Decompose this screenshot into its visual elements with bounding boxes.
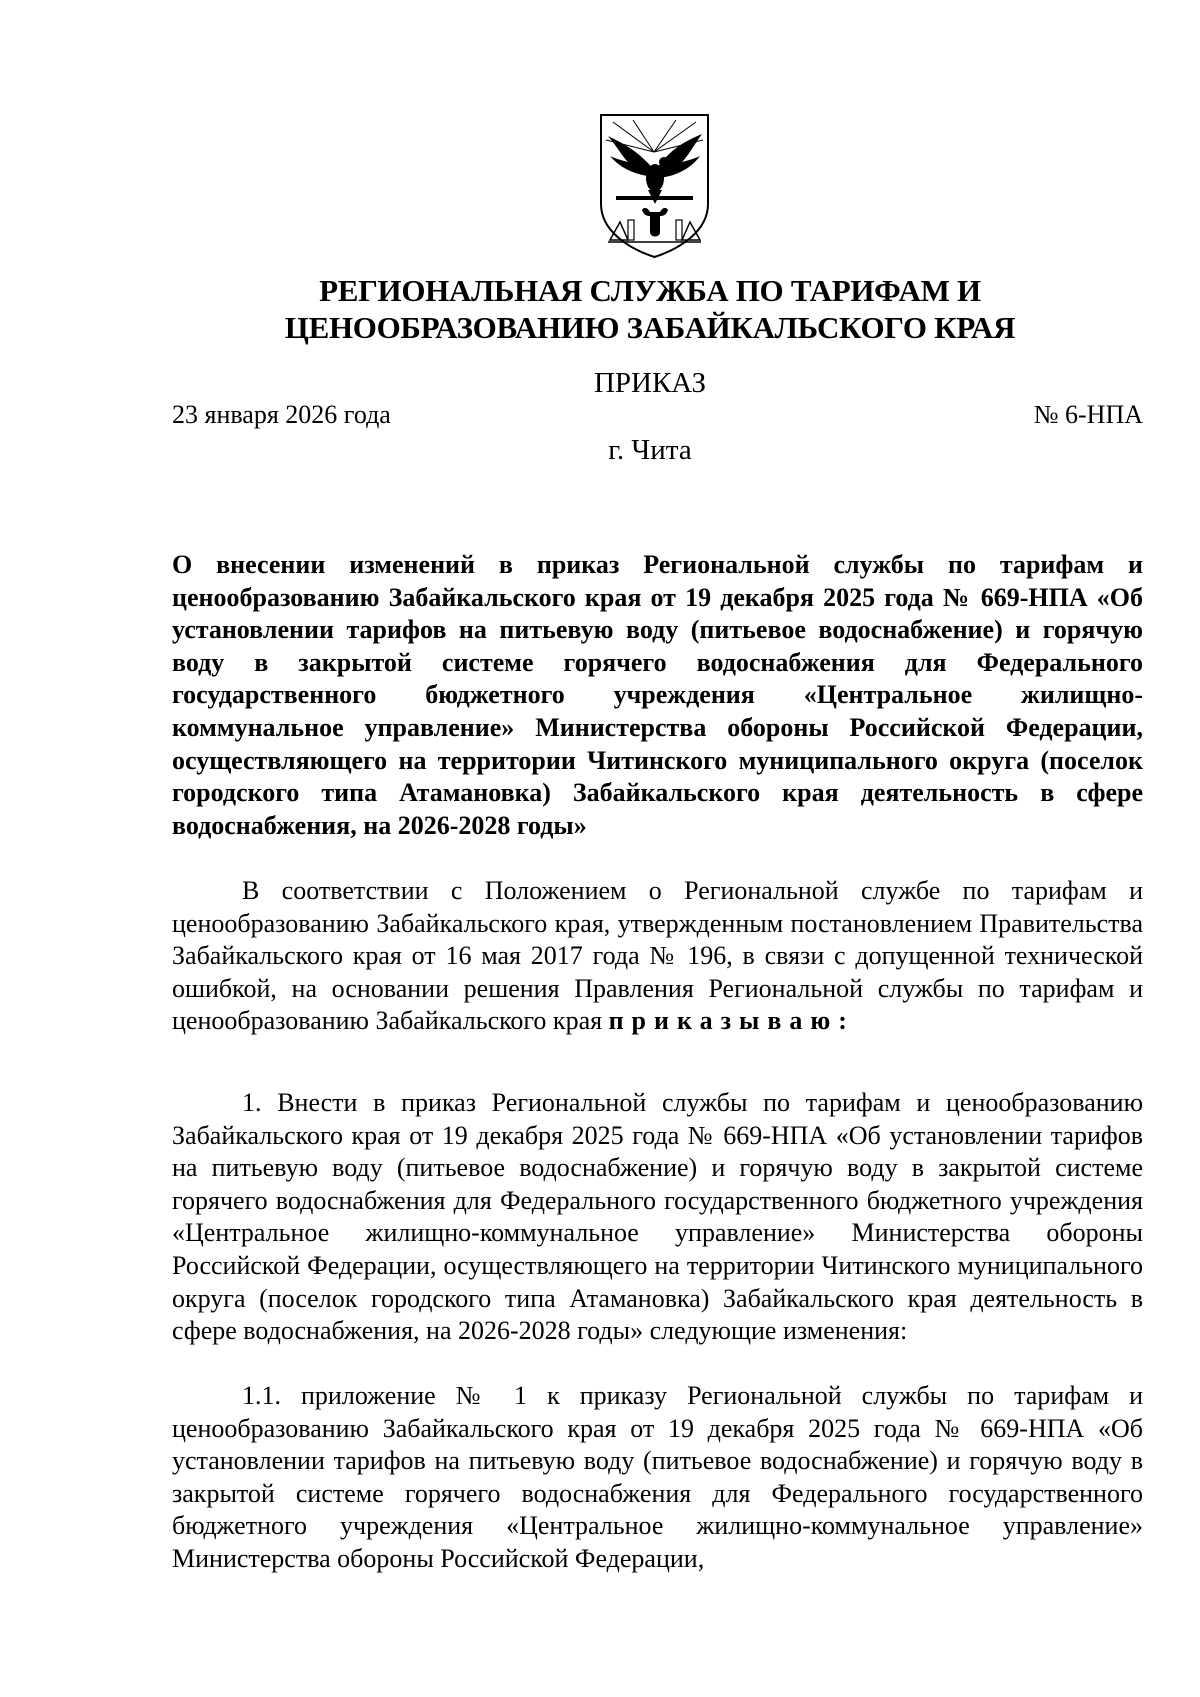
item-1-1-paragraph: 1.1. приложение № 1 к приказу Региональной службы по тарифам и ценообразованию Забайкальского края от 19 декабря 2025 года № 669-НПА «Об установлении тарифов на питьевую воду (питьевое водоснабжение) и горячую воду в закрытой системе горячего водоснабжения для Федерального государственного бюджетного учреждения «Центральное жилищно-коммунальное управление» Министерства обороны Российской Федерации, bbox=[172, 1381, 1143, 1573]
decree-word: приказываю: bbox=[608, 1006, 855, 1036]
item-1-paragraph: 1. Внести в приказ Региональной службы по тарифам и ценообразованию Забайкальского края от 19 декабря 2025 года № 669-НПА «Об установлении тарифов на питьевую воду (питьевое водоснабжение) и горячую воду в закрытой системе горячего водоснабжения для Федерального государственного бюджетного учреждения «Центральное жилищно-коммунальное управление» Министерства обороны Российской Федерации, осуществляющего на территории Читинского муниципального округа (поселок городского типа Атамановка) Забайкальского края деятельность в сфере водоснабжения, на 2026-2028 годы» следующие изменения: bbox=[172, 1088, 1143, 1346]
organization-title: РЕГИОНАЛЬНАЯ СЛУЖБА ПО ТАРИФАМ И ЦЕНООБРАЗОВАНИЮ ЗАБАЙКАЛЬСКОГО КРАЯ bbox=[284, 273, 1016, 345]
document-subject: О внесении изменений в приказ Региональной службы по тарифам и ценообразованию Забайкальского края от 19 декабря 2025 года № 669-НПА «Об установлении тарифов на питьевую воду (питьевое водоснабжение) и горячую воду в закрытой системе горячего водоснабжения для Федерального государственного бюджетного учреждения «Центральное жилищно-коммунальное управление» Министерства обороны Российской Федерации, осуществляющего на территории Читинского муниципального округа (поселок городского типа Атамановка) Забайкальского края деятельность в сфере водоснабжения, на 2026-2028 годы» bbox=[172, 550, 1143, 840]
document-date: 23 января 2026 года bbox=[172, 400, 391, 429]
document-city: г. Чита bbox=[608, 434, 692, 466]
coat-of-arms-emblem bbox=[598, 112, 711, 260]
document-type: ПРИКАЗ bbox=[593, 367, 707, 399]
basis-text: В соответствии с Положением о Региональной службе по тарифам и ценообразованию Забайкальского края, утвержденным постановлением Правительства Забайкальского края от 16 мая 2017 года № 196, в связи с допущенной технической ошибкой, на основании решения Правления Региональной службы по тарифам и ценообразованию Забайкальского края bbox=[172, 876, 1143, 1036]
basis-paragraph bbox=[172, 875, 1143, 1038]
document-number: № 6-НПА bbox=[1033, 400, 1143, 429]
